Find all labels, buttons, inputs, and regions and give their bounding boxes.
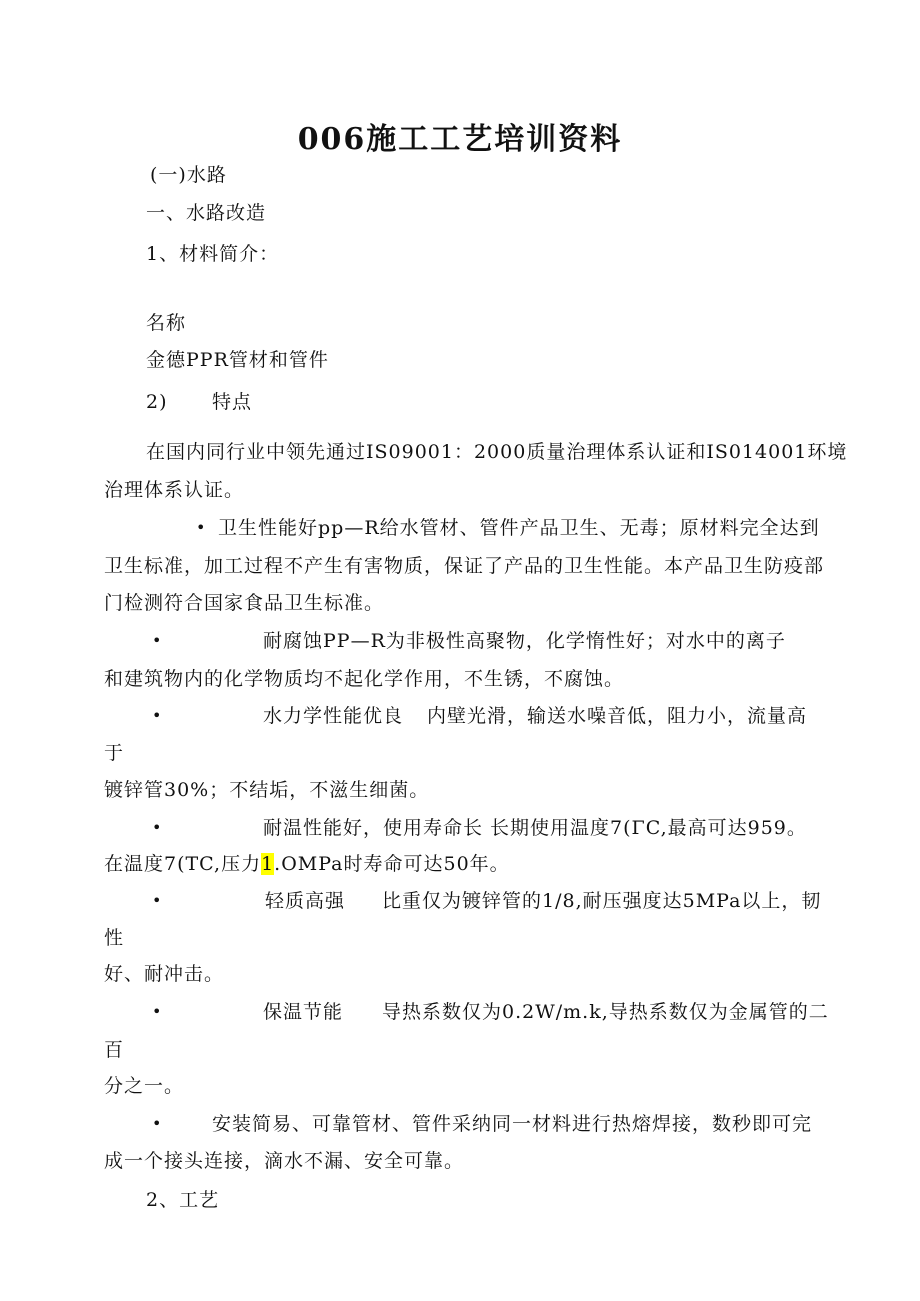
item-heading: 1、材料简介： (146, 243, 280, 265)
paragraph-line: 门检测符合国家食品卫生标准。 (104, 592, 385, 614)
paragraph-line: 治理体系认证。 (104, 479, 245, 501)
paragraph-line: 内壁光滑，输送水噪音低，阻力小，流量高 (427, 705, 808, 727)
paragraph-line: 性 (104, 927, 125, 949)
paragraph-line: 分之一。 (104, 1075, 185, 1097)
subsection-heading: 一、水路改造 (146, 202, 267, 224)
bullet-title: 保温节能 (263, 1001, 344, 1023)
item-heading: 2、工艺 (146, 1189, 220, 1211)
bullet-icon: • (196, 518, 206, 537)
features-number: 2) (146, 391, 168, 413)
paragraph-line: 在国内同行业中领先通过IS09001：2000质量治理体系认证和IS014001环境 (146, 441, 848, 463)
paragraph-line (104, 852, 510, 876)
bullet-icon: • (152, 706, 162, 725)
document-title: 006施工工艺培训资料 (297, 122, 623, 157)
paragraph-line: 比重仅为镀锌管的1/8,耐压强度达5MPa以上，韧 (382, 890, 822, 912)
paragraph-line: 耐温性能好，使用寿命长 长期使用温度7(ΓC,最高可达959。 (263, 817, 807, 839)
section-heading: (一)水路 (150, 164, 227, 186)
paragraph-line: 导热系数仅为0.2W/m.k,导热系数仅为金属管的二 (382, 1001, 829, 1023)
name-value: 金德PPR管材和管件 (146, 349, 329, 371)
bullet-icon: • (152, 818, 162, 837)
bullet-icon: • (152, 1002, 162, 1021)
paragraph-line: 和建筑物内的化学物质均不起化学作用，不生锈，不腐蚀。 (104, 668, 625, 690)
paragraph-text: 在温度7(TC,压力 (104, 853, 262, 875)
bullet-icon: • (152, 631, 162, 650)
bullet-icon: • (152, 891, 162, 910)
features-label: 特点 (212, 391, 253, 413)
paragraph-line: 安装简易、可靠管材、管件采纳同一材料进行热熔焊接，数秒即可完 (212, 1113, 813, 1135)
highlighted-text: 1 (261, 853, 275, 875)
paragraph-line: 百 (104, 1039, 125, 1061)
paragraph-text: .OMPa时寿命可达50年。 (274, 853, 510, 875)
bullet-title: 水力学性能优良 (263, 705, 404, 727)
paragraph-line: 卫生性能好pp—R给水管材、管件产品卫生、无毒；原材料完全达到 (218, 517, 820, 539)
paragraph-line: 于 (104, 742, 125, 764)
paragraph-line: 卫生标准，加工过程不产生有害物质，保证了产品的卫生性能。本产品卫生防疫部 (104, 555, 825, 577)
name-label: 名称 (146, 312, 187, 334)
bullet-icon: • (152, 1114, 162, 1133)
paragraph-line: 成一个接头连接，滴水不漏、安全可靠。 (104, 1150, 465, 1172)
paragraph-line: 镀锌管30%；不结垢，不滋生细菌。 (104, 779, 430, 801)
paragraph-line: 耐腐蚀PP—R为非极性高聚物，化学惰性好；对水中的离子 (263, 630, 786, 652)
bullet-title: 轻质高强 (265, 890, 346, 912)
paragraph-line: 好、耐冲击。 (104, 963, 225, 985)
